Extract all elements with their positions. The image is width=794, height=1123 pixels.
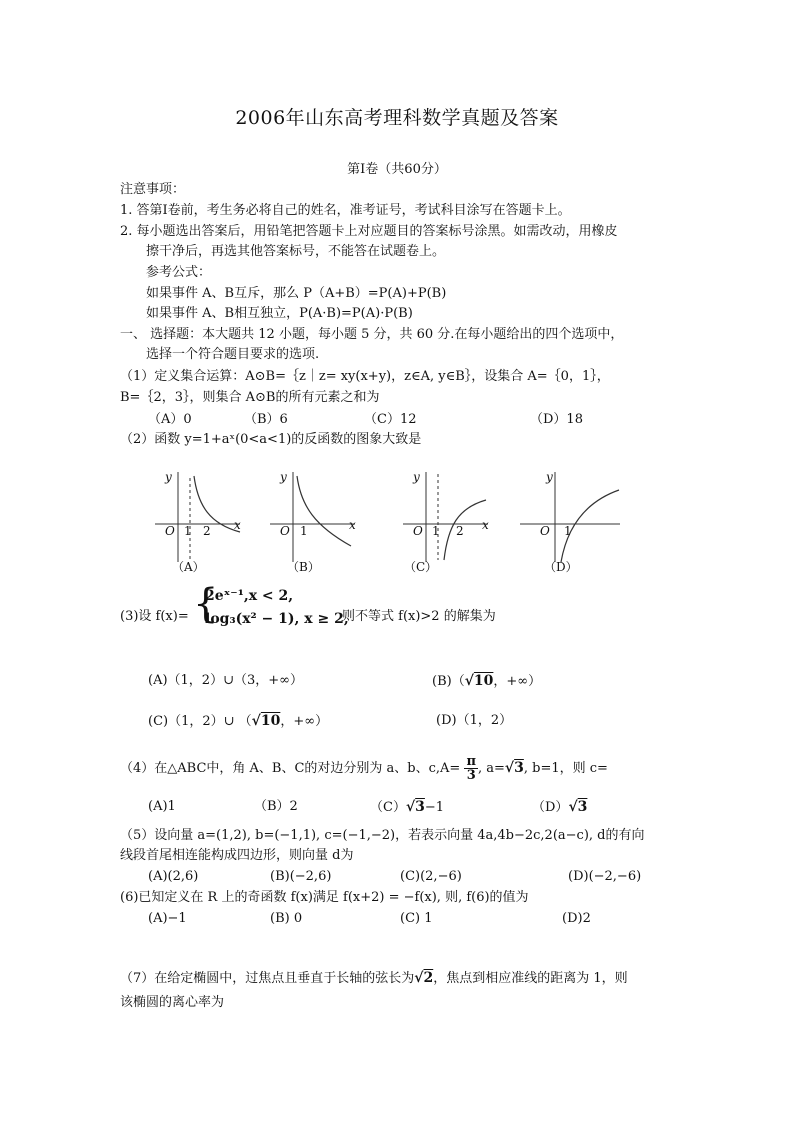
formula-2: 如果事件 A、B相互独立，P(A·B)=P(A)·P(B): [146, 306, 413, 321]
q3-option-c: [148, 713, 328, 730]
graph-b-tick-1: 1: [300, 524, 308, 538]
q2-stem: （2）函数 y=1+aˣ(0<a<1)的反函数的图象大致是: [120, 432, 422, 447]
q4-stem-mid: , a=: [477, 761, 505, 776]
graph-d-y-label: y: [546, 470, 553, 484]
graph-c-origin: O: [413, 524, 423, 538]
q1-option-d: （D）18: [530, 412, 583, 427]
q1-option-c: （C）12: [364, 412, 417, 427]
graph-a-y-label: y: [165, 470, 172, 484]
q3-case-2: log₃(x² − 1), x ≥ 2,: [205, 611, 349, 627]
q4-stem-pre: （4）在△ABC中，角 A、B、C的对边分别为 a、b、c,A=: [120, 761, 461, 776]
graph-d: [515, 466, 630, 566]
graph-b-y-label: y: [280, 470, 287, 484]
q6-option-c: (C) 1: [400, 911, 433, 926]
q3-option-d: (D)（1，2）: [436, 713, 513, 728]
q4-option-b: （B）2: [254, 799, 298, 814]
section-title: 第Ⅰ卷（共60分）: [347, 162, 447, 177]
graph-c-x-label: x: [482, 518, 489, 532]
q4-option-c-pre: （C）: [370, 800, 406, 815]
graph-a-origin: O: [165, 524, 175, 538]
q7-line1-post: ，焦点到相应准线的距离为 1，则: [433, 971, 628, 986]
q5-option-a: (A)(2,6): [148, 869, 199, 884]
q1-option-a: （A）0: [148, 412, 192, 427]
graph-b-origin: O: [280, 524, 290, 538]
q6-option-b: (B) 0: [270, 911, 303, 926]
q3-prefix: (3)设 f(x)=: [120, 609, 189, 624]
q3-option-c-post: ，+∞）: [280, 714, 329, 729]
q4-sqrt: √3: [504, 760, 524, 776]
q3-case-1: 2eˣ⁻¹,x < 2,: [205, 588, 294, 604]
q5-option-b: (B)(−2,6): [270, 869, 332, 884]
page-title: 2006年山东高考理科数学真题及答案: [235, 107, 559, 129]
q4-stem-post: , b=1，则 c=: [523, 761, 608, 776]
q4-option-d: [532, 799, 587, 816]
graph-b-x-label: x: [349, 518, 356, 532]
q1-line1: （1）定义集合运算：A⊙B=｛z｜z= xy(x+y)，z∈A, y∈B｝，设集合 A=｛0，1｝，: [120, 369, 610, 384]
q4-fraction: $\frac{\pi}{3}$: [466, 754, 476, 783]
q3-suffix: 则不等式 f(x)>2 的解集为: [342, 609, 496, 624]
graph-c-y-label: y: [413, 470, 420, 484]
q7-line2: 该椭圆的离心率为: [120, 995, 225, 1010]
graph-a-x-label: x: [234, 518, 241, 532]
q4-option-c-post: −1: [424, 800, 445, 815]
graph-d-origin: O: [540, 524, 550, 538]
q1-option-b: （B）6: [244, 412, 288, 427]
q5-line2: 线段首尾相连能构成四边形，则向量 d为: [120, 848, 354, 863]
q4-option-d-pre: （D）: [532, 800, 569, 815]
q3-option-b-pre: (B)（: [432, 674, 465, 689]
graph-a-tick-1: 1: [184, 524, 192, 538]
formula-1: 如果事件 A、B互斥，那么 P（A+B）=P(A)+P(B): [146, 286, 447, 301]
formula-heading: 参考公式：: [146, 265, 212, 280]
graph-c-caption: （C）: [404, 560, 438, 574]
note-2-cont: 擦干净后，再选其他答案标号，不能答在试题卷上。: [146, 244, 446, 259]
notes-heading: 注意事项：: [120, 182, 186, 197]
q4-option-c: [370, 799, 444, 816]
q4-option-c-sqrt: √3: [405, 799, 425, 815]
q7-line1: [120, 970, 628, 987]
part1-line1: 一、 选择题：本大题共 12 小题，每小题 5 分，共 60 分.在每小题给出的四个选项中，: [120, 327, 624, 342]
q5-line1: （5）设向量 a=(1,2), b=(−1,1), c=(−1,−2)，若表示向量 4a,4b−2c,2(a−c), d的有向: [120, 828, 645, 843]
graph-d-caption: （D）: [544, 560, 578, 574]
graph-d-tick-1: 1: [564, 524, 572, 538]
graph-a-tick-2: 2: [203, 524, 211, 538]
q7-sqrt: √2: [414, 970, 434, 986]
q5-option-d: (D)(−2,−6): [568, 869, 642, 884]
q1-line2: B=｛2，3｝，则集合 A⊙B的所有元素之和为: [120, 390, 380, 405]
q6-option-d: (D)2: [562, 911, 591, 926]
q6-option-a: (A)−1: [148, 911, 187, 926]
note-2: 2. 每小题选出答案后，用铅笔把答题卡上对应题目的答案标号涂黑。如需改动，用橡皮: [120, 224, 618, 239]
q4-option-a: (A)1: [148, 799, 176, 814]
part1-line2: 选择一个符合题目要求的选项.: [146, 347, 320, 362]
q6-stem: (6)已知定义在 R 上的奇函数 f(x)满足 f(x+2) = −f(x), 则, f(6)的值为: [120, 890, 529, 905]
q7-line1-pre: （7）在给定椭圆中，过焦点且垂直于长轴的弦长为: [120, 971, 415, 986]
q3-option-b-post: ，+∞）: [493, 674, 542, 689]
graph-c-tick-2: 2: [456, 524, 464, 538]
q3-option-a: (A)（1，2）∪（3，+∞）: [148, 673, 303, 688]
note-1: 1. 答第Ⅰ卷前，考生务必将自己的姓名，准考证号，考试科目涂写在答题卡上。: [120, 203, 571, 218]
graph-b-caption: （B）: [287, 560, 320, 574]
q4-stem: [120, 755, 608, 782]
q3-option-c-sqrt: √10: [251, 713, 281, 729]
q4-option-d-sqrt: √3: [568, 799, 588, 815]
q3-option-b-sqrt: √10: [464, 673, 494, 689]
q5-option-c: (C)(2,−6): [400, 869, 462, 884]
q3-option-b: [432, 673, 541, 690]
q3-option-c-pre: (C)（1，2）∪ （: [148, 714, 252, 729]
graph-c-tick-1: 1: [432, 524, 440, 538]
graph-a-caption: （A）: [172, 560, 205, 574]
q3-brace: {: [193, 581, 219, 627]
